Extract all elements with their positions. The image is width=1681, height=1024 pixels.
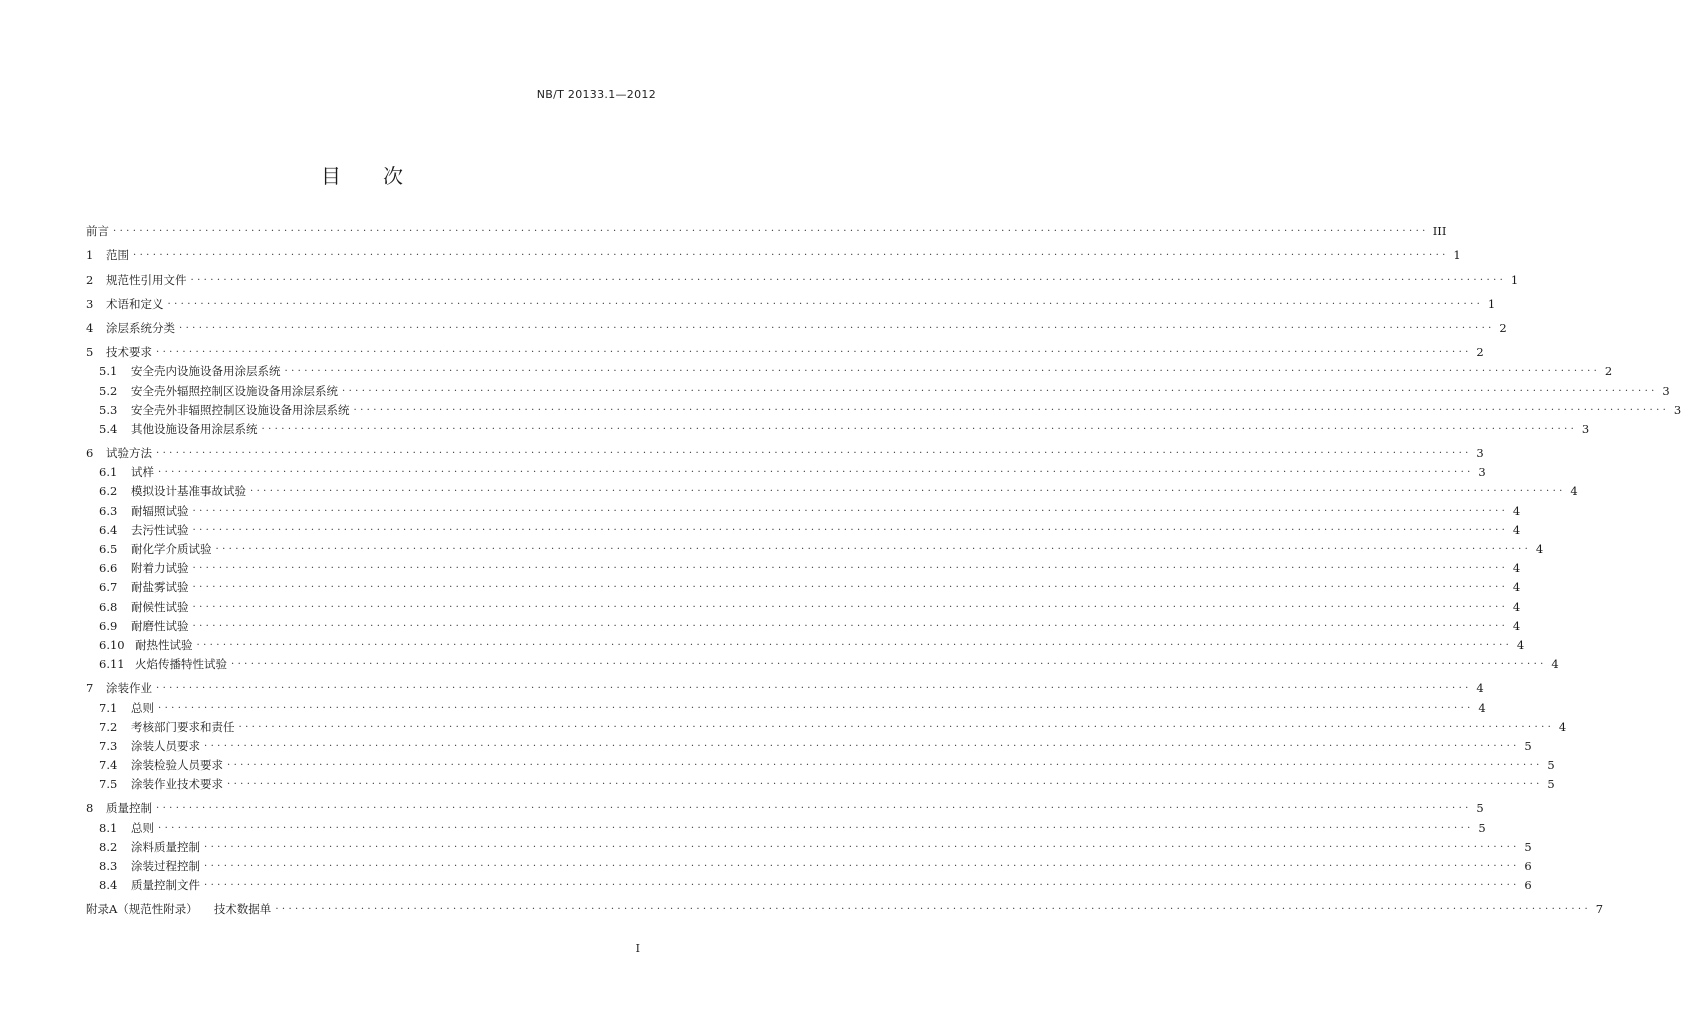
- toc-entry-page: 4: [1512, 522, 1521, 537]
- toc-entry-page: 4: [1535, 542, 1544, 556]
- toc-dot-leader: ........................................................................................................................................................................................................: [192, 560, 1509, 572]
- toc-entry-title: 规范性引用文件: [106, 272, 187, 287]
- toc-entry-title: 术语和定义: [106, 296, 164, 311]
- toc-entry-page: 4: [1478, 700, 1486, 715]
- toc-dot-leader: ........................................................................................................................................................................................................: [158, 819, 1474, 831]
- toc-entry[interactable]: [86, 695, 1486, 715]
- toc-entry[interactable]: [86, 652, 1559, 672]
- toc-entry[interactable]: [86, 398, 1681, 417]
- toc-entry-page: 5: [1547, 777, 1555, 792]
- toc-entry-page: 1: [1487, 296, 1496, 311]
- toc-dot-leader: ........................................................................................................................................................................................................: [353, 401, 1670, 413]
- toc-dot-leader: ........................................................................................................................................................................................................: [250, 483, 1566, 495]
- toc-dot-leader: ........................................................................................................................................................................................................: [192, 617, 1509, 629]
- toc-entry-page: 4: [1476, 681, 1484, 696]
- toc-entry-title: 涂装作业: [106, 681, 152, 696]
- toc-entry-page: 4: [1512, 599, 1521, 614]
- toc-entry-number: 附录A（规范性附录）: [86, 902, 198, 917]
- toc-entry-number: 7.4: [99, 758, 118, 773]
- toc-entry-number: 7: [86, 681, 94, 696]
- toc-entry-page: 4: [1512, 580, 1521, 595]
- toc-dot-leader: ........................................................................................................................................................................................................: [179, 319, 1495, 331]
- toc-entry-number: 5: [86, 345, 94, 360]
- toc-entry[interactable]: [86, 537, 1544, 556]
- toc-dot-leader: ........................................................................................................................................................................................................: [275, 901, 1592, 913]
- page-number: I: [635, 942, 640, 955]
- toc-entry[interactable]: [86, 359, 1613, 379]
- toc-dot-leader: ........................................................................................................................................................................................................: [231, 656, 1547, 668]
- toc-dot-leader: ........................................................................................................................................................................................................: [261, 420, 1578, 432]
- toc-entry-title: 涂料质量控制: [131, 839, 200, 854]
- toc-dot-leader: ........................................................................................................................................................................................................: [192, 521, 1509, 533]
- toc-entry-page: 4: [1551, 657, 1559, 672]
- toc-dot-leader: ........................................................................................................................................................................................................: [204, 858, 1520, 869]
- toc-dot-leader: ........................................................................................................................................................................................................: [192, 579, 1509, 591]
- toc-entry-title: 技术数据单: [213, 902, 272, 917]
- toc-entry[interactable]: [86, 873, 1532, 893]
- toc-entry-title: 前言: [86, 224, 109, 239]
- toc-dot-leader: ........................................................................................................................................................................................................: [342, 382, 1658, 394]
- toc-entry-title: 耐化学介质试验: [131, 542, 212, 556]
- toc-entry-title: 去污性试验: [131, 522, 189, 537]
- toc-entry-number: 5.3: [99, 402, 118, 417]
- toc-entry-number: 8: [86, 801, 94, 816]
- toc-entry-number: 6.1: [99, 465, 118, 480]
- toc-entry-page: 5: [1476, 801, 1484, 816]
- toc-entry-number: 8.4: [99, 878, 118, 893]
- toc-dot-leader: ........................................................................................................................................................................................................: [204, 877, 1520, 889]
- toc-entry-title: 涂装人员要求: [131, 738, 200, 753]
- toc-entry-title: 其他设施设备用涂层系统: [131, 421, 258, 436]
- toc-entry-number: 6.4: [99, 522, 118, 537]
- toc-entry[interactable]: [86, 753, 1555, 773]
- toc-entry-title: 试验方法: [106, 446, 152, 461]
- toc-entry-number: 8.2: [99, 839, 118, 854]
- toc-entry[interactable]: [86, 734, 1532, 753]
- toc-entry[interactable]: [86, 243, 1461, 263]
- toc-entry-title: 安全壳外辐照控制区设施设备用涂层系统: [131, 383, 338, 398]
- toc-entry-number: 6.10: [99, 637, 125, 652]
- toc-dot-leader: ........................................................................................................................................................................................................: [167, 295, 1484, 307]
- toc-dot-leader: ........................................................................................................................................................................................................: [113, 223, 1429, 235]
- toc-entry-title: 耐候性试验: [131, 599, 189, 614]
- toc-entry[interactable]: [86, 460, 1486, 480]
- toc-entry-number: 7.2: [99, 719, 118, 734]
- toc-dot-leader: ........................................................................................................................................................................................................: [156, 800, 1472, 812]
- toc-entry[interactable]: [86, 340, 1484, 360]
- toc-entry[interactable]: [86, 479, 1578, 499]
- toc-entry-page: 4: [1512, 503, 1521, 518]
- toc-entry[interactable]: [86, 518, 1521, 537]
- toc-entry-number: 6: [86, 446, 94, 461]
- toc-entry-number: 7.1: [99, 700, 118, 715]
- toc-entry-page: 4: [1570, 484, 1578, 499]
- toc-entry-number: 5.1: [99, 364, 118, 379]
- toc-entry-title: 安全壳内设施设备用涂层系统: [131, 364, 281, 379]
- toc-dot-leader: ........................................................................................................................................................................................................: [158, 699, 1474, 711]
- title-char-2: 次: [383, 164, 403, 188]
- toc-entry[interactable]: [86, 378, 1670, 398]
- toc-dot-leader: ........................................................................................................................................................................................................: [192, 598, 1509, 610]
- toc-entry-title: 质量控制: [106, 801, 152, 816]
- toc-entry[interactable]: [86, 292, 1496, 311]
- toc-entry[interactable]: [86, 219, 1447, 239]
- toc-entry-page: 5: [1547, 758, 1555, 773]
- toc-entry-page: 5: [1524, 839, 1532, 854]
- toc-entry-title: 总则: [131, 820, 154, 835]
- page-title: [0, 160, 724, 189]
- toc-entry-page: 1: [1510, 272, 1519, 287]
- toc-entry-title: 试样: [131, 465, 154, 480]
- toc-dot-leader: ........................................................................................................................................................................................................: [192, 502, 1509, 514]
- toc-entry-page: 6: [1524, 878, 1532, 893]
- toc-entry-page: 3: [1476, 446, 1484, 461]
- toc-entry-title: 涂装过程控制: [131, 859, 200, 873]
- toc-entry[interactable]: [86, 498, 1521, 518]
- toc-entry-title: 附着力试验: [131, 561, 189, 576]
- toc-entry-number: 5.2: [99, 383, 118, 398]
- toc-dot-leader: ........................................................................................................................................................................................................: [238, 718, 1555, 730]
- toc-entry-page: 3: [1662, 383, 1670, 398]
- toc-entry-number: 3: [86, 296, 94, 311]
- toc-entry-page: 3: [1673, 402, 1681, 417]
- toc-entry-page: 3: [1478, 465, 1486, 480]
- toc-entry[interactable]: [86, 633, 1525, 652]
- toc-entry-title: 考核部门要求和责任: [131, 719, 235, 734]
- toc-entry-page: 3: [1581, 421, 1590, 436]
- toc-entry-page: 4: [1512, 618, 1521, 633]
- toc-entry-number: 4: [86, 320, 94, 335]
- toc-entry-title: 耐辐照试验: [131, 503, 189, 518]
- toc-dot-leader: ........................................................................................................................................................................................................: [156, 445, 1472, 457]
- toc-entry-number: 6.9: [99, 618, 118, 633]
- toc-entry-page: 2: [1604, 364, 1613, 379]
- toc-entry-number: 8.3: [99, 859, 118, 873]
- toc-entry-number: 7.5: [99, 777, 118, 792]
- toc-dot-leader: ........................................................................................................................................................................................................: [156, 344, 1472, 356]
- toc-entry-page: III: [1432, 224, 1447, 239]
- toc-entry-page: 2: [1476, 345, 1484, 360]
- toc-entry[interactable]: [86, 715, 1567, 734]
- toc-dot-leader: ........................................................................................................................................................................................................: [156, 680, 1472, 692]
- toc-entry-title: 涂层系统分类: [106, 320, 175, 335]
- toc-entry-title: 技术要求: [106, 345, 152, 360]
- toc-entry-page: 2: [1499, 320, 1507, 335]
- toc-entry[interactable]: [86, 676, 1484, 696]
- toc-entry-page: 5: [1524, 738, 1532, 753]
- toc-entry[interactable]: [86, 815, 1486, 835]
- toc-dot-leader: ........................................................................................................................................................................................................: [215, 541, 1532, 552]
- toc-entry[interactable]: [86, 772, 1555, 792]
- toc-entry-number: 1: [86, 248, 94, 263]
- toc-dot-leader: ........................................................................................................................................................................................................: [196, 636, 1513, 648]
- toc-entry[interactable]: [86, 417, 1590, 436]
- toc-entry-title: 质量控制文件: [131, 878, 200, 893]
- toc-entry-title: 总则: [131, 700, 154, 715]
- toc-entry-title: 火焰传播特性试验: [135, 657, 227, 672]
- toc-entry-page: 1: [1453, 248, 1461, 263]
- table-of-contents: [86, 219, 1681, 917]
- toc-entry-page: 6: [1524, 859, 1532, 873]
- toc-entry-title: 涂装检验人员要求: [131, 758, 223, 773]
- toc-entry-number: 6.8: [99, 599, 118, 614]
- toc-entry-number: 6.11: [99, 657, 125, 672]
- toc-entry-title: 范围: [106, 248, 129, 263]
- toc-dot-leader: ........................................................................................................................................................................................................: [227, 776, 1543, 788]
- toc-entry-number: 5.4: [99, 421, 118, 436]
- toc-entry[interactable]: [86, 835, 1532, 854]
- toc-entry-title: 耐热性试验: [135, 637, 193, 652]
- toc-dot-leader: ........................................................................................................................................................................................................: [227, 757, 1543, 769]
- toc-entry-number: 6.2: [99, 484, 118, 499]
- toc-entry-number: 6.6: [99, 561, 118, 576]
- toc-entry-number: 8.1: [99, 820, 118, 835]
- toc-entry[interactable]: [86, 575, 1521, 595]
- toc-entry-page: 4: [1516, 637, 1525, 652]
- title-char-1: 目: [321, 164, 341, 188]
- standard-code: NB/T 20133.1—2012: [536, 88, 656, 101]
- toc-entry-page: 4: [1558, 719, 1567, 734]
- toc-entry-number: 2: [86, 272, 94, 287]
- toc-entry-page: 4: [1512, 561, 1521, 576]
- toc-entry-number: 7.3: [99, 738, 118, 753]
- toc-entry-number: 6.5: [99, 542, 118, 556]
- toc-entry[interactable]: [86, 441, 1484, 461]
- toc-entry-page: 7: [1595, 902, 1604, 917]
- toc-entry[interactable]: [86, 614, 1521, 633]
- toc-entry-number: 6.7: [99, 580, 118, 595]
- toc-dot-leader: ........................................................................................................................................................................................................: [284, 363, 1601, 375]
- toc-entry-title: 涂装作业技术要求: [131, 777, 223, 792]
- toc-entry-page: 5: [1478, 820, 1486, 835]
- toc-entry[interactable]: [86, 556, 1521, 576]
- toc-entry[interactable]: [86, 267, 1519, 287]
- toc-entry-title: 安全壳外非辐照控制区设施设备用涂层系统: [131, 402, 350, 417]
- toc-entry[interactable]: [86, 796, 1484, 816]
- toc-entry-title: 模拟设计基准事故试验: [131, 484, 246, 499]
- toc-entry[interactable]: [86, 316, 1507, 335]
- toc-entry-number: 6.3: [99, 503, 118, 518]
- toc-entry-title: 耐盐雾试验: [131, 580, 189, 595]
- toc-dot-leader: ........................................................................................................................................................................................................: [133, 247, 1449, 259]
- toc-entry-title: 耐磨性试验: [131, 618, 189, 633]
- toc-dot-leader: ........................................................................................................................................................................................................: [190, 271, 1507, 283]
- toc-dot-leader: ........................................................................................................................................................................................................: [204, 737, 1520, 749]
- toc-entry[interactable]: [86, 854, 1532, 873]
- toc-dot-leader: ........................................................................................................................................................................................................: [158, 464, 1474, 476]
- toc-entry[interactable]: [86, 594, 1521, 614]
- toc-dot-leader: ........................................................................................................................................................................................................: [204, 838, 1520, 850]
- toc-entry[interactable]: [86, 897, 1604, 917]
